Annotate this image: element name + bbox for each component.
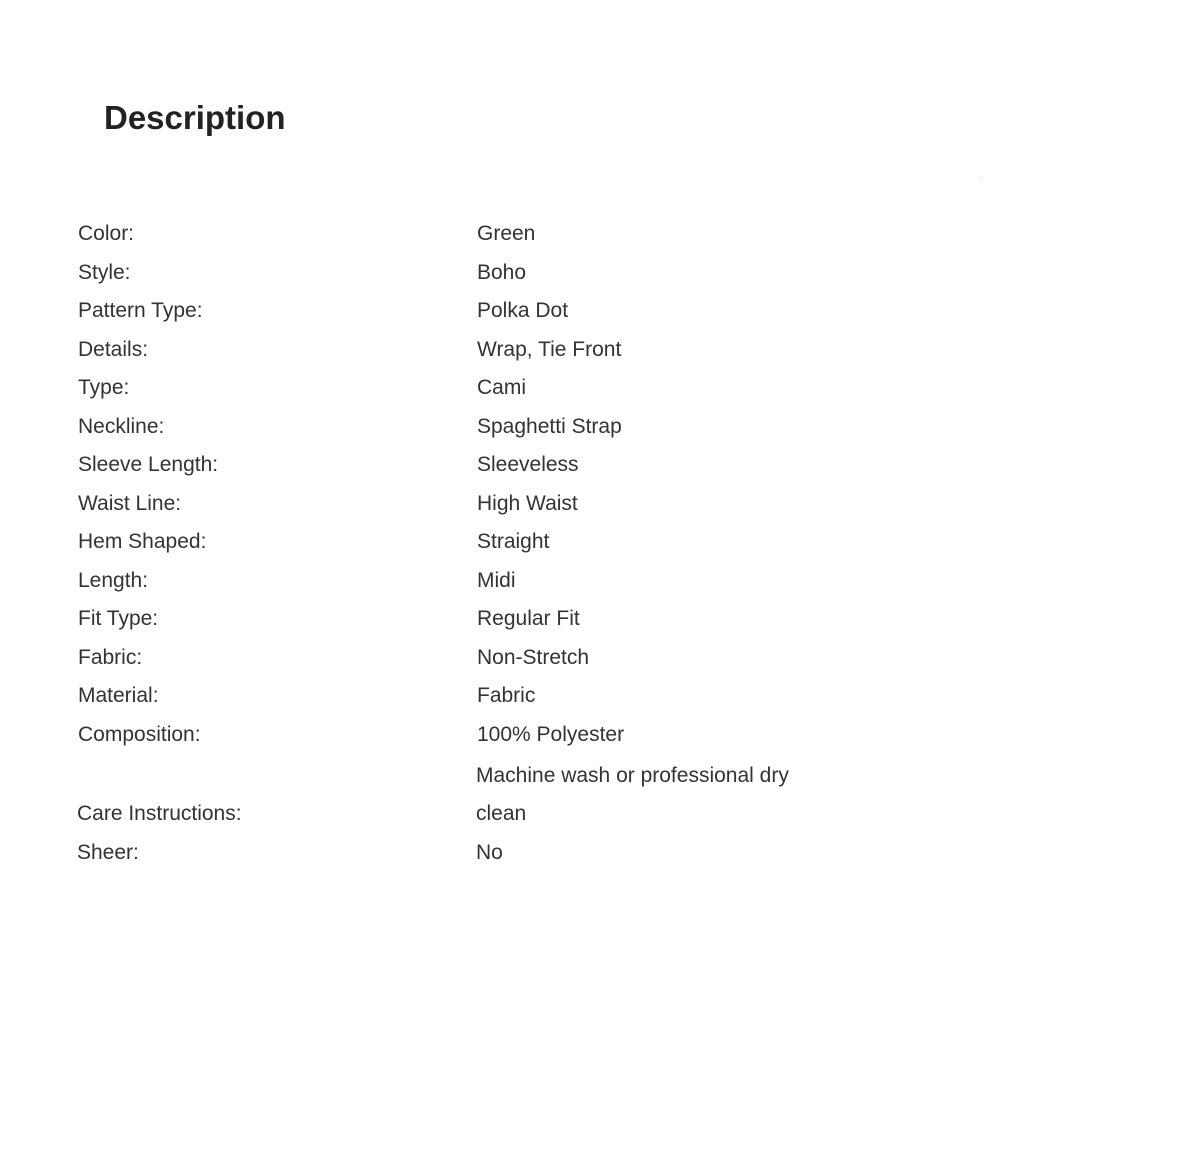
spec-value-fit-type: Regular Fit — [477, 607, 580, 630]
spec-label-pattern-type: Pattern Type: — [78, 299, 203, 322]
spec-value-sheer: No — [476, 841, 503, 864]
spec-value-type: Cami — [477, 376, 527, 399]
spec-label-color: Color: — [78, 222, 135, 245]
spec-value-pattern-type: Polka Dot — [477, 299, 569, 322]
section-title: Description — [104, 99, 286, 136]
spec-value-style: Boho — [477, 261, 527, 284]
spec-value-care-instructions-line1: Machine wash or professional dry — [476, 764, 789, 787]
spec-value-sleeve-length: Sleeveless — [477, 453, 579, 476]
spec-value-color: Green — [477, 222, 536, 245]
spec-value-care-instructions-line2: clean — [476, 802, 527, 825]
spec-label-fabric: Fabric: — [78, 646, 143, 669]
spec-label-material: Material: — [78, 684, 159, 707]
spec-value-waist-line: High Waist — [477, 492, 578, 515]
spec-label-sheer: Sheer: — [77, 841, 139, 864]
spec-value-hem-shaped: Straight — [477, 530, 550, 553]
spec-label-details: Details: — [78, 338, 149, 361]
spec-label-composition: Composition: — [78, 723, 201, 746]
decorative-dot — [980, 177, 982, 179]
spec-label-waist-line: Waist Line: — [78, 492, 182, 515]
spec-label-type: Type: — [78, 376, 130, 399]
spec-label-style: Style: — [78, 261, 131, 284]
spec-label-length: Length: — [78, 569, 149, 592]
spec-label-sleeve-length: Sleeve Length: — [78, 453, 219, 476]
spec-value-details: Wrap, Tie Front — [477, 338, 622, 361]
spec-label-neckline: Neckline: — [78, 415, 165, 438]
spec-value-length: Midi — [477, 569, 516, 592]
spec-value-material: Fabric — [477, 684, 536, 707]
spec-value-composition: 100% Polyester — [477, 723, 625, 746]
spec-label-hem-shaped: Hem Shaped: — [78, 530, 207, 553]
spec-value-fabric: Non-Stretch — [477, 646, 590, 669]
spec-label-care-instructions: Care Instructions: — [77, 802, 242, 825]
spec-label-fit-type: Fit Type: — [78, 607, 159, 630]
spec-value-neckline: Spaghetti Strap — [477, 415, 622, 438]
